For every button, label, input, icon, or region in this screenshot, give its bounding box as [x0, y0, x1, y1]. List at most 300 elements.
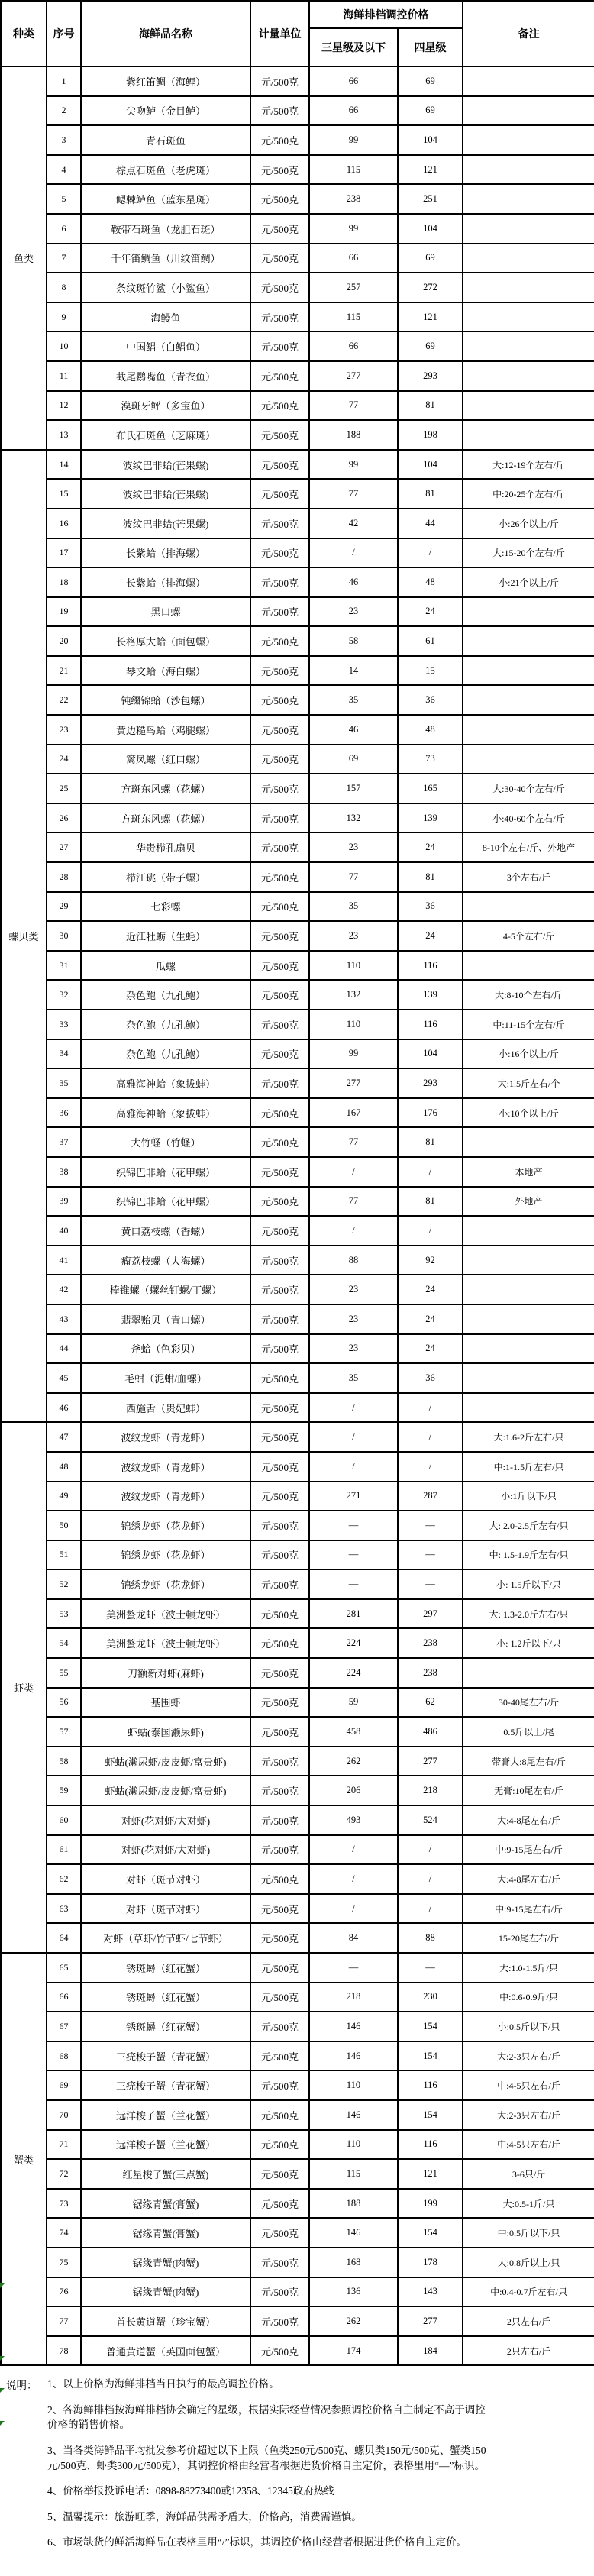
price-3star-cell: 23: [309, 832, 398, 862]
seafood-name-cell: 对虾(花对虾/大对虾): [81, 1805, 250, 1835]
table-row: [1, 862, 594, 892]
unit-cell: 元/500克: [250, 1098, 309, 1128]
unit-cell: 元/500克: [250, 1187, 309, 1217]
table-row: [1, 1452, 594, 1482]
remark-cell: 小:21个以上/斤: [463, 567, 594, 597]
seafood-name-cell: 织锦巴非蛤（花甲螺）: [81, 1187, 250, 1217]
unit-cell: 元/500克: [250, 1688, 309, 1718]
table-row: [1, 1747, 594, 1776]
remark-cell: [463, 214, 594, 244]
unit-cell: 元/500克: [250, 2100, 309, 2130]
price-4star-cell: 139: [398, 803, 463, 833]
unit-cell: 元/500克: [250, 1334, 309, 1364]
remark-cell: 中:0.4-0.7斤左右/只: [463, 2277, 594, 2307]
comment-marker-icon: [0, 2356, 5, 2361]
remark-cell: [463, 1304, 594, 1334]
price-4star-cell: 297: [398, 1599, 463, 1629]
row-number-cell: 56: [47, 1688, 81, 1718]
seafood-name-cell: 波纹龙虾（青龙虾）: [81, 1482, 250, 1511]
seafood-name-cell: 七彩螺: [81, 892, 250, 922]
price-3star-cell: 174: [309, 2336, 398, 2366]
table-row: [1, 2306, 594, 2336]
seafood-name-cell: 远洋梭子蟹（兰花蟹）: [81, 2100, 250, 2130]
table-row: [1, 331, 594, 361]
remark-cell: 外地产: [463, 1187, 594, 1217]
unit-cell: 元/500克: [250, 302, 309, 332]
remark-cell: [463, 331, 594, 361]
price-4star-cell: —: [398, 1540, 463, 1570]
seafood-name-cell: 高雅海神蛤（象拔蚌）: [81, 1098, 250, 1128]
seafood-name-cell: 杂色鲍（九孔鲍）: [81, 980, 250, 1010]
seafood-name-cell: 波纹龙虾（青龙虾）: [81, 1422, 250, 1452]
price-3star-cell: 66: [309, 66, 398, 96]
category-cell: 虾类: [1, 1422, 47, 1953]
row-number-cell: 29: [47, 892, 81, 922]
seafood-name-cell: 对虾（草虾/竹节虾/七节虾）: [81, 1923, 250, 1953]
price-3star-cell: 66: [309, 244, 398, 273]
unit-cell: 元/500克: [250, 2277, 309, 2307]
price-3star-cell: 168: [309, 2248, 398, 2277]
note-item: 1、以上价格为海鲜排档当日执行的最高调控价格。: [47, 2378, 279, 2390]
table-row: [1, 66, 594, 96]
unit-cell: 元/500克: [250, 980, 309, 1010]
unit-cell: 元/500克: [250, 2159, 309, 2189]
table-row: [1, 980, 594, 1010]
price-3star-cell: /: [309, 1216, 398, 1246]
unit-cell: 元/500克: [250, 1835, 309, 1865]
unit-cell: 元/500克: [250, 1540, 309, 1570]
seafood-name-cell: 斧蛤（色彩贝）: [81, 1334, 250, 1364]
remark-cell: 大:0.5-1斤/只: [463, 2189, 594, 2219]
remark-cell: 中:4-5只左右/斤: [463, 2070, 594, 2100]
remark-cell: 大:4-8尾左右/斤: [463, 1864, 594, 1894]
row-number-cell: 22: [47, 685, 81, 715]
table-row: [1, 1864, 594, 1894]
remark-cell: 15-20尾左右/斤: [463, 1923, 594, 1953]
seafood-name-cell: 锯缘青蟹(肉蟹): [81, 2248, 250, 2277]
table-row: [1, 1068, 594, 1098]
price-3star-cell: 262: [309, 1747, 398, 1776]
row-number-cell: 73: [47, 2189, 81, 2219]
row-number-cell: 45: [47, 1363, 81, 1393]
price-4star-cell: 69: [398, 66, 463, 96]
unit-cell: 元/500克: [250, 715, 309, 745]
row-number-cell: 15: [47, 479, 81, 509]
table-row: [1, 2336, 594, 2366]
price-4star-cell: 121: [398, 2159, 463, 2189]
seafood-name-cell: 红星梭子蟹(三点蟹): [81, 2159, 250, 2189]
remark-cell: [463, 361, 594, 391]
row-number-cell: 47: [47, 1422, 81, 1452]
price-4star-cell: 81: [398, 479, 463, 509]
row-number-cell: 54: [47, 1628, 81, 1658]
price-3star-cell: 23: [309, 1275, 398, 1304]
price-3star-cell: /: [309, 1894, 398, 1924]
table-row: [1, 1717, 594, 1747]
price-4star-cell: /: [398, 1835, 463, 1865]
price-4star-cell: 24: [398, 1275, 463, 1304]
price-3star-cell: 23: [309, 1334, 398, 1364]
remark-cell: 小: 1.2斤以下/只: [463, 1628, 594, 1658]
table-row: [1, 1599, 594, 1629]
unit-cell: 元/500克: [250, 1246, 309, 1275]
price-4star-cell: 116: [398, 1010, 463, 1039]
price-3star-cell: /: [309, 1157, 398, 1187]
row-number-cell: 2: [47, 96, 81, 126]
seafood-name-cell: 钝缀锦蛤（沙包螺）: [81, 685, 250, 715]
row-number-cell: 25: [47, 774, 81, 803]
price-4star-cell: 69: [398, 331, 463, 361]
price-3star-cell: —: [309, 1569, 398, 1599]
row-number-cell: 38: [47, 1157, 81, 1187]
seafood-name-cell: 瘤荔枝螺（大海螺）: [81, 1246, 250, 1275]
remark-cell: 大:8-10个左右/斤: [463, 980, 594, 1010]
price-3star-cell: 35: [309, 1363, 398, 1393]
price-3star-cell: 146: [309, 2041, 398, 2071]
table-row: [1, 1658, 594, 1688]
remark-cell: 中:4-5只左右/斤: [463, 2130, 594, 2160]
seafood-name-cell: 方斑东风螺（花螺）: [81, 774, 250, 803]
unit-cell: 元/500克: [250, 184, 309, 214]
table-row: [1, 391, 594, 421]
price-4star-cell: 36: [398, 685, 463, 715]
row-number-cell: 42: [47, 1275, 81, 1304]
price-3star-cell: 23: [309, 921, 398, 951]
price-3star-cell: /: [309, 1835, 398, 1865]
remark-cell: [463, 96, 594, 126]
unit-cell: 元/500克: [250, 921, 309, 951]
seafood-name-cell: 三疣梭子蟹（青花蟹）: [81, 2041, 250, 2071]
comment-marker-icon: [0, 2283, 5, 2288]
seafood-name-cell: 高雅海神蛤（象拔蚌）: [81, 1068, 250, 1098]
seafood-name-cell: 篱凤螺（红口螺）: [81, 745, 250, 774]
remark-cell: 无膏:10尾左右/斤: [463, 1776, 594, 1805]
seafood-name-cell: 漠斑牙鲆（多宝鱼）: [81, 391, 250, 421]
row-number-cell: 59: [47, 1776, 81, 1805]
seafood-name-cell: 条纹斑竹鲨（小鲨鱼）: [81, 273, 250, 302]
row-number-cell: 19: [47, 597, 81, 627]
price-3star-cell: 88: [309, 1246, 398, 1275]
remark-cell: 中:0.5斤以下/只: [463, 2218, 594, 2248]
row-number-cell: 6: [47, 214, 81, 244]
price-3star-cell: 458: [309, 1717, 398, 1747]
row-number-cell: 65: [47, 1953, 81, 1983]
remark-cell: [463, 1275, 594, 1304]
row-number-cell: 4: [47, 155, 81, 185]
row-number-cell: 36: [47, 1098, 81, 1128]
seafood-name-cell: 华贵栉孔扇贝: [81, 832, 250, 862]
price-4star-cell: /: [398, 1452, 463, 1482]
remark-cell: [463, 273, 594, 302]
unit-cell: 元/500克: [250, 597, 309, 627]
remark-cell: 小:40-60个左右/斤: [463, 803, 594, 833]
price-3star-cell: 99: [309, 214, 398, 244]
price-4star-cell: 218: [398, 1776, 463, 1805]
table-row: [1, 214, 594, 244]
row-number-cell: 76: [47, 2277, 81, 2307]
unit-cell: 元/500克: [250, 244, 309, 273]
unit-cell: 元/500克: [250, 2041, 309, 2071]
row-number-cell: 16: [47, 509, 81, 538]
price-4star-cell: 81: [398, 1127, 463, 1157]
price-4star-cell: 24: [398, 1334, 463, 1364]
notes-label: 说明：: [6, 2380, 37, 2392]
price-4star-cell: 81: [398, 391, 463, 421]
unit-cell: 元/500克: [250, 1599, 309, 1629]
seafood-name-cell: 长格厚大蛤（面包螺）: [81, 626, 250, 656]
unit-cell: 元/500克: [250, 951, 309, 981]
row-number-cell: 77: [47, 2306, 81, 2336]
header-name: 海鲜品名称: [81, 1, 250, 66]
seafood-name-cell: 黄口荔枝螺（香螺）: [81, 1216, 250, 1246]
price-4star-cell: 24: [398, 597, 463, 627]
price-4star-cell: 524: [398, 1805, 463, 1835]
unit-cell: 元/500克: [250, 1304, 309, 1334]
seafood-name-cell: 普通黄道蟹（英国面包蟹）: [81, 2336, 250, 2366]
seafood-name-cell: 中国鲳（白鲳鱼）: [81, 331, 250, 361]
unit-cell: 元/500克: [250, 1864, 309, 1894]
unit-cell: 元/500克: [250, 1894, 309, 1924]
price-4star-cell: 69: [398, 244, 463, 273]
seafood-name-cell: 对虾(花对虾/大对虾): [81, 1835, 250, 1865]
remark-cell: 大: 2.0-2.5斤左右/只: [463, 1511, 594, 1540]
price-4star-cell: /: [398, 1216, 463, 1246]
price-3star-cell: 218: [309, 1983, 398, 2012]
remark-cell: 8-10个左右/斤、外地产: [463, 832, 594, 862]
table-row: [1, 951, 594, 981]
remark-cell: 带膏大:8尾左右/斤: [463, 1747, 594, 1776]
remark-cell: 大:2-3只左右/斤: [463, 2100, 594, 2130]
price-3star-cell: 84: [309, 1923, 398, 1953]
row-number-cell: 34: [47, 1039, 81, 1069]
row-number-cell: 72: [47, 2159, 81, 2189]
table-row: [1, 538, 594, 568]
price-3star-cell: 277: [309, 361, 398, 391]
remark-cell: [463, 597, 594, 627]
seafood-name-cell: 对虾（斑节对虾）: [81, 1894, 250, 1924]
price-3star-cell: 224: [309, 1628, 398, 1658]
seafood-name-cell: 对虾（斑节对虾）: [81, 1864, 250, 1894]
unit-cell: 元/500克: [250, 1511, 309, 1540]
unit-cell: 元/500克: [250, 155, 309, 185]
unit-cell: 元/500克: [250, 862, 309, 892]
seafood-name-cell: 杂色鲍（九孔鲍）: [81, 1010, 250, 1039]
table-row: [1, 1127, 594, 1157]
seafood-name-cell: 杂色鲍（九孔鲍）: [81, 1039, 250, 1069]
remark-cell: 中:20-25个左右/斤: [463, 479, 594, 509]
price-4star-cell: 154: [398, 2041, 463, 2071]
price-3star-cell: /: [309, 1422, 398, 1452]
unit-cell: 元/500克: [250, 331, 309, 361]
unit-cell: 元/500克: [250, 1068, 309, 1098]
remark-cell: [463, 1334, 594, 1364]
seafood-name-cell: 波纹巴非蛤(芒果螺): [81, 450, 250, 480]
price-4star-cell: 116: [398, 951, 463, 981]
table-row: [1, 479, 594, 509]
price-3star-cell: 66: [309, 331, 398, 361]
seafood-name-cell: 远洋梭子蟹（兰花蟹）: [81, 2130, 250, 2160]
unit-cell: 元/500克: [250, 1010, 309, 1039]
seafood-name-cell: 锦绣龙虾（花龙虾）: [81, 1540, 250, 1570]
price-4star-cell: 143: [398, 2277, 463, 2307]
row-number-cell: 50: [47, 1511, 81, 1540]
remark-cell: 大:15-20个左右/斤: [463, 538, 594, 568]
row-number-cell: 18: [47, 567, 81, 597]
seafood-name-cell: 锦绣龙虾（花龙虾）: [81, 1569, 250, 1599]
remark-cell: 大:0.8斤以上/只: [463, 2248, 594, 2277]
price-4star-cell: 154: [398, 2012, 463, 2041]
row-number-cell: 67: [47, 2012, 81, 2041]
row-number-cell: 12: [47, 391, 81, 421]
row-number-cell: 37: [47, 1127, 81, 1157]
remark-cell: [463, 1363, 594, 1393]
remark-cell: [463, 1246, 594, 1275]
unit-cell: 元/500克: [250, 626, 309, 656]
table-row: [1, 921, 594, 951]
price-4star-cell: —: [398, 1953, 463, 1983]
price-4star-cell: 88: [398, 1923, 463, 1953]
price-3star-cell: 257: [309, 273, 398, 302]
remark-cell: 2只左右/斤: [463, 2306, 594, 2336]
unit-cell: 元/500克: [250, 391, 309, 421]
price-4star-cell: 116: [398, 2070, 463, 2100]
price-4star-cell: /: [398, 1393, 463, 1423]
row-number-cell: 74: [47, 2218, 81, 2248]
remark-cell: 中:0.6-0.9斤/只: [463, 1983, 594, 2012]
table-row: [1, 509, 594, 538]
price-4star-cell: 62: [398, 1688, 463, 1718]
seafood-name-cell: 虾蛄(濑尿虾/皮皮虾/富贵虾): [81, 1747, 250, 1776]
table-row: [1, 803, 594, 833]
price-3star-cell: 110: [309, 1010, 398, 1039]
remark-cell: 小:0.5斤以下/只: [463, 2012, 594, 2041]
remark-cell: [463, 715, 594, 745]
table-row: [1, 1098, 594, 1128]
price-3star-cell: 77: [309, 1187, 398, 1217]
notes-list: [47, 2377, 490, 2550]
row-number-cell: 31: [47, 951, 81, 981]
header-price-3star: 三星级及以下: [309, 28, 398, 66]
table-row: [1, 2070, 594, 2100]
row-number-cell: 23: [47, 715, 81, 745]
table-row: [1, 715, 594, 745]
row-number-cell: 20: [47, 626, 81, 656]
remark-cell: 2只左右/斤: [463, 2336, 594, 2366]
price-3star-cell: 206: [309, 1776, 398, 1805]
table-row: [1, 1275, 594, 1304]
unit-cell: 元/500克: [250, 361, 309, 391]
table-row: [1, 1304, 594, 1334]
remark-cell: 大:1.5斤左右/个: [463, 1068, 594, 1098]
row-number-cell: 46: [47, 1393, 81, 1423]
row-number-cell: 28: [47, 862, 81, 892]
price-4star-cell: 81: [398, 862, 463, 892]
table-row: [1, 2130, 594, 2160]
table-row: [1, 1835, 594, 1865]
remark-cell: 中: 1.5-1.9斤左右/只: [463, 1540, 594, 1570]
row-number-cell: 10: [47, 331, 81, 361]
price-4star-cell: 199: [398, 2189, 463, 2219]
price-3star-cell: 14: [309, 656, 398, 686]
unit-cell: 元/500克: [250, 509, 309, 538]
remark-cell: 0.5斤以上/尾: [463, 1717, 594, 1747]
unit-cell: 元/500克: [250, 803, 309, 833]
table-row: [1, 1482, 594, 1511]
comment-marker-icon: [0, 2388, 5, 2393]
table-row: [1, 1363, 594, 1393]
seafood-name-cell: 锈斑蟳（红花蟹）: [81, 1983, 250, 2012]
price-3star-cell: /: [309, 1393, 398, 1423]
seafood-name-cell: 方斑东风螺（花螺）: [81, 803, 250, 833]
unit-cell: 元/500克: [250, 96, 309, 126]
seafood-name-cell: 美洲螯龙虾（波士顿龙虾）: [81, 1599, 250, 1629]
seafood-name-cell: 三疣梭子蟹（青花蟹）: [81, 2070, 250, 2100]
price-4star-cell: 121: [398, 302, 463, 332]
remark-cell: [463, 626, 594, 656]
seafood-name-cell: 织锦巴非蛤（花甲螺）: [81, 1157, 250, 1187]
price-4star-cell: 61: [398, 626, 463, 656]
unit-cell: 元/500克: [250, 1983, 309, 2012]
table-body: [1, 66, 594, 2365]
notes-section: [0, 2366, 594, 2576]
price-3star-cell: —: [309, 1953, 398, 1983]
unit-cell: 元/500克: [250, 1628, 309, 1658]
unit-cell: 元/500克: [250, 1569, 309, 1599]
unit-cell: 元/500克: [250, 420, 309, 450]
price-4star-cell: 154: [398, 2218, 463, 2248]
note-item: 2、各海鲜排档按海鲜排档协会确定的星级，根据实际经营情况参照调控价格自主制定不高于调控价格的销售价格。: [47, 2403, 486, 2431]
row-number-cell: 32: [47, 980, 81, 1010]
header-category: 种类: [1, 1, 47, 66]
table-row: [1, 1010, 594, 1039]
remark-cell: [463, 745, 594, 774]
price-3star-cell: 281: [309, 1599, 398, 1629]
price-3star-cell: 66: [309, 96, 398, 126]
price-3star-cell: 77: [309, 862, 398, 892]
table-row: [1, 1923, 594, 1953]
seafood-name-cell: 翡翠贻贝（青口螺）: [81, 1304, 250, 1334]
price-4star-cell: 176: [398, 1098, 463, 1128]
price-4star-cell: 24: [398, 921, 463, 951]
price-4star-cell: /: [398, 1864, 463, 1894]
table-row: [1, 1688, 594, 1718]
table-row: [1, 2041, 594, 2071]
remark-cell: 中:1-1.5斤左右/只: [463, 1452, 594, 1482]
unit-cell: 元/500克: [250, 2218, 309, 2248]
table-row: [1, 273, 594, 302]
row-number-cell: 55: [47, 1658, 81, 1688]
remark-cell: [463, 1393, 594, 1423]
row-number-cell: 35: [47, 1068, 81, 1098]
row-number-cell: 1: [47, 66, 81, 96]
unit-cell: 元/500克: [250, 1127, 309, 1157]
row-number-cell: 40: [47, 1216, 81, 1246]
table-row: [1, 567, 594, 597]
price-4star-cell: /: [398, 538, 463, 568]
table-row: [1, 2012, 594, 2041]
remark-cell: 大:1.0-1.5斤/只: [463, 1953, 594, 1983]
price-4star-cell: 287: [398, 1482, 463, 1511]
price-3star-cell: 115: [309, 155, 398, 185]
remark-cell: 大:2-3只左右/斤: [463, 2041, 594, 2071]
seafood-name-cell: 锯缘青蟹(肉蟹): [81, 2277, 250, 2307]
price-4star-cell: 44: [398, 509, 463, 538]
table-row: [1, 2159, 594, 2189]
remark-cell: [463, 1216, 594, 1246]
table-row: [1, 2100, 594, 2130]
unit-cell: 元/500克: [250, 479, 309, 509]
remark-cell: [463, 1658, 594, 1688]
